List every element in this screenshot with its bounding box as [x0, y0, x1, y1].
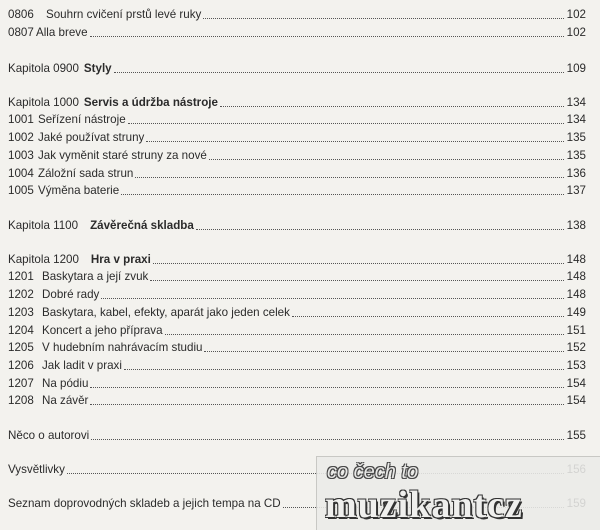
toc-entry: [8, 392, 586, 408]
dot-leader: [146, 141, 564, 142]
entry-title: Souhrn cvičení prstů levé ruky: [46, 8, 202, 21]
page-number: 109: [566, 62, 586, 75]
dot-leader: [209, 159, 564, 160]
toc-entry: [8, 24, 586, 40]
page-number: 102: [566, 26, 586, 39]
entry-title: Alla breve: [36, 26, 88, 39]
page-number: 155: [566, 429, 586, 442]
dot-leader: [90, 404, 564, 405]
entry-title: Baskytara, kabel, efekty, aparát jako jeden celek: [42, 306, 290, 319]
dot-leader: [114, 72, 564, 73]
entry-number: 1205: [8, 341, 34, 354]
entry-number: 1005: [8, 184, 34, 197]
toc-entry: [8, 182, 586, 198]
page-number: 154: [566, 394, 586, 407]
page-number: 148: [566, 253, 586, 266]
dot-leader: [135, 177, 564, 178]
entry-title: Jak ladit v praxi: [42, 359, 122, 372]
page-number: 135: [566, 149, 586, 162]
entry-number: 1206: [8, 359, 34, 372]
entry-title: Vysvětlivky: [8, 463, 65, 476]
toc-entry: [8, 375, 586, 391]
entry-number: 1203: [8, 306, 34, 319]
page-number: 154: [566, 377, 586, 390]
entry-number: 0806: [8, 8, 34, 21]
entry-title: Výměna baterie: [38, 184, 120, 197]
entry-number: 1208: [8, 394, 34, 407]
toc-entry: [8, 165, 586, 181]
entry-title: Na závěr: [42, 394, 89, 407]
entry-number: 1004: [8, 167, 34, 180]
page-number: 149: [566, 306, 586, 319]
toc-chapter: [8, 94, 586, 110]
toc-chapter: [8, 60, 586, 76]
chapter-number: Kapitola 1100: [8, 219, 79, 232]
watermark-slogan: co čech to: [327, 461, 419, 483]
chapter-title: Závěrečná skladba: [90, 219, 194, 232]
chapter-number: Kapitola 0900: [8, 62, 79, 75]
entry-number: 1001: [8, 113, 34, 126]
dot-leader: [128, 123, 564, 124]
page-number: 136: [566, 167, 586, 180]
page-number: 152: [566, 341, 586, 354]
entry-title: Seřízení nástroje: [38, 113, 126, 126]
chapter-number: Kapitola 1000: [8, 96, 79, 109]
toc-chapter: [8, 251, 586, 267]
toc-chapter: [8, 217, 586, 233]
page-number: 148: [566, 288, 586, 301]
page-number: 153: [566, 359, 586, 372]
entry-title: Záložní sada strun: [38, 167, 134, 180]
dot-leader: [165, 334, 564, 335]
toc-entry: [8, 147, 586, 163]
entry-title: Seznam doprovodných skladeb a jejich tempa na CD: [8, 497, 281, 510]
chapter-title: Servis a údržba nástroje: [83, 96, 218, 109]
dot-leader: [204, 351, 564, 352]
toc-entry: [8, 427, 586, 443]
dot-leader: [150, 280, 564, 281]
dot-leader: [292, 316, 564, 317]
page-number: 134: [566, 113, 586, 126]
toc-entry: [8, 339, 586, 355]
page-number: 135: [566, 131, 586, 144]
dot-leader: [91, 439, 564, 440]
entry-title: V hudebním nahrávacím studiu: [42, 341, 203, 354]
page-number: 134: [566, 96, 586, 109]
page-number: 151: [566, 324, 586, 337]
dot-leader: [124, 369, 564, 370]
entry-number: 1201: [8, 270, 34, 283]
entry-title: Baskytara a její zvuk: [42, 270, 149, 283]
page-number: 148: [566, 270, 586, 283]
entry-number: 1003: [8, 149, 34, 162]
dot-leader: [121, 194, 564, 195]
entry-number: 1002: [8, 131, 34, 144]
toc-entry: [8, 286, 586, 302]
entry-number: 1202: [8, 288, 34, 301]
dot-leader: [220, 106, 564, 107]
entry-title: Jaké používat struny: [38, 131, 145, 144]
dot-leader: [101, 298, 564, 299]
toc-entry: [8, 268, 586, 284]
entry-title: Koncert a jeho příprava: [42, 324, 163, 337]
page-number: 137: [566, 184, 586, 197]
dot-leader: [203, 18, 564, 19]
toc-entry: [8, 111, 586, 127]
toc-entry: [8, 357, 586, 373]
dot-leader: [196, 229, 564, 230]
watermark: [316, 456, 600, 530]
watermark-logo: muzikantcz: [325, 484, 523, 526]
entry-title: Na pódiu: [42, 377, 89, 390]
entry-title: Dobré rady: [42, 288, 100, 301]
toc-entry: [8, 6, 586, 22]
entry-number: 0807: [8, 26, 34, 39]
entry-title: Něco o autorovi: [8, 429, 90, 442]
dot-leader: [90, 387, 564, 388]
chapter-number: Kapitola 1200: [8, 253, 79, 266]
entry-title: Jak vyměnit staré struny za nové: [38, 149, 207, 162]
entry-number: 1204: [8, 324, 34, 337]
toc-entry: [8, 304, 586, 320]
chapter-title: Styly: [83, 62, 112, 75]
toc-entry: [8, 322, 586, 338]
page-number: 102: [566, 8, 586, 21]
toc-entry: [8, 129, 586, 145]
page-number: 138: [566, 219, 586, 232]
dot-leader: [90, 36, 564, 37]
entry-number: 1207: [8, 377, 34, 390]
chapter-title: Hra v praxi: [90, 253, 151, 266]
dot-leader: [153, 263, 564, 264]
